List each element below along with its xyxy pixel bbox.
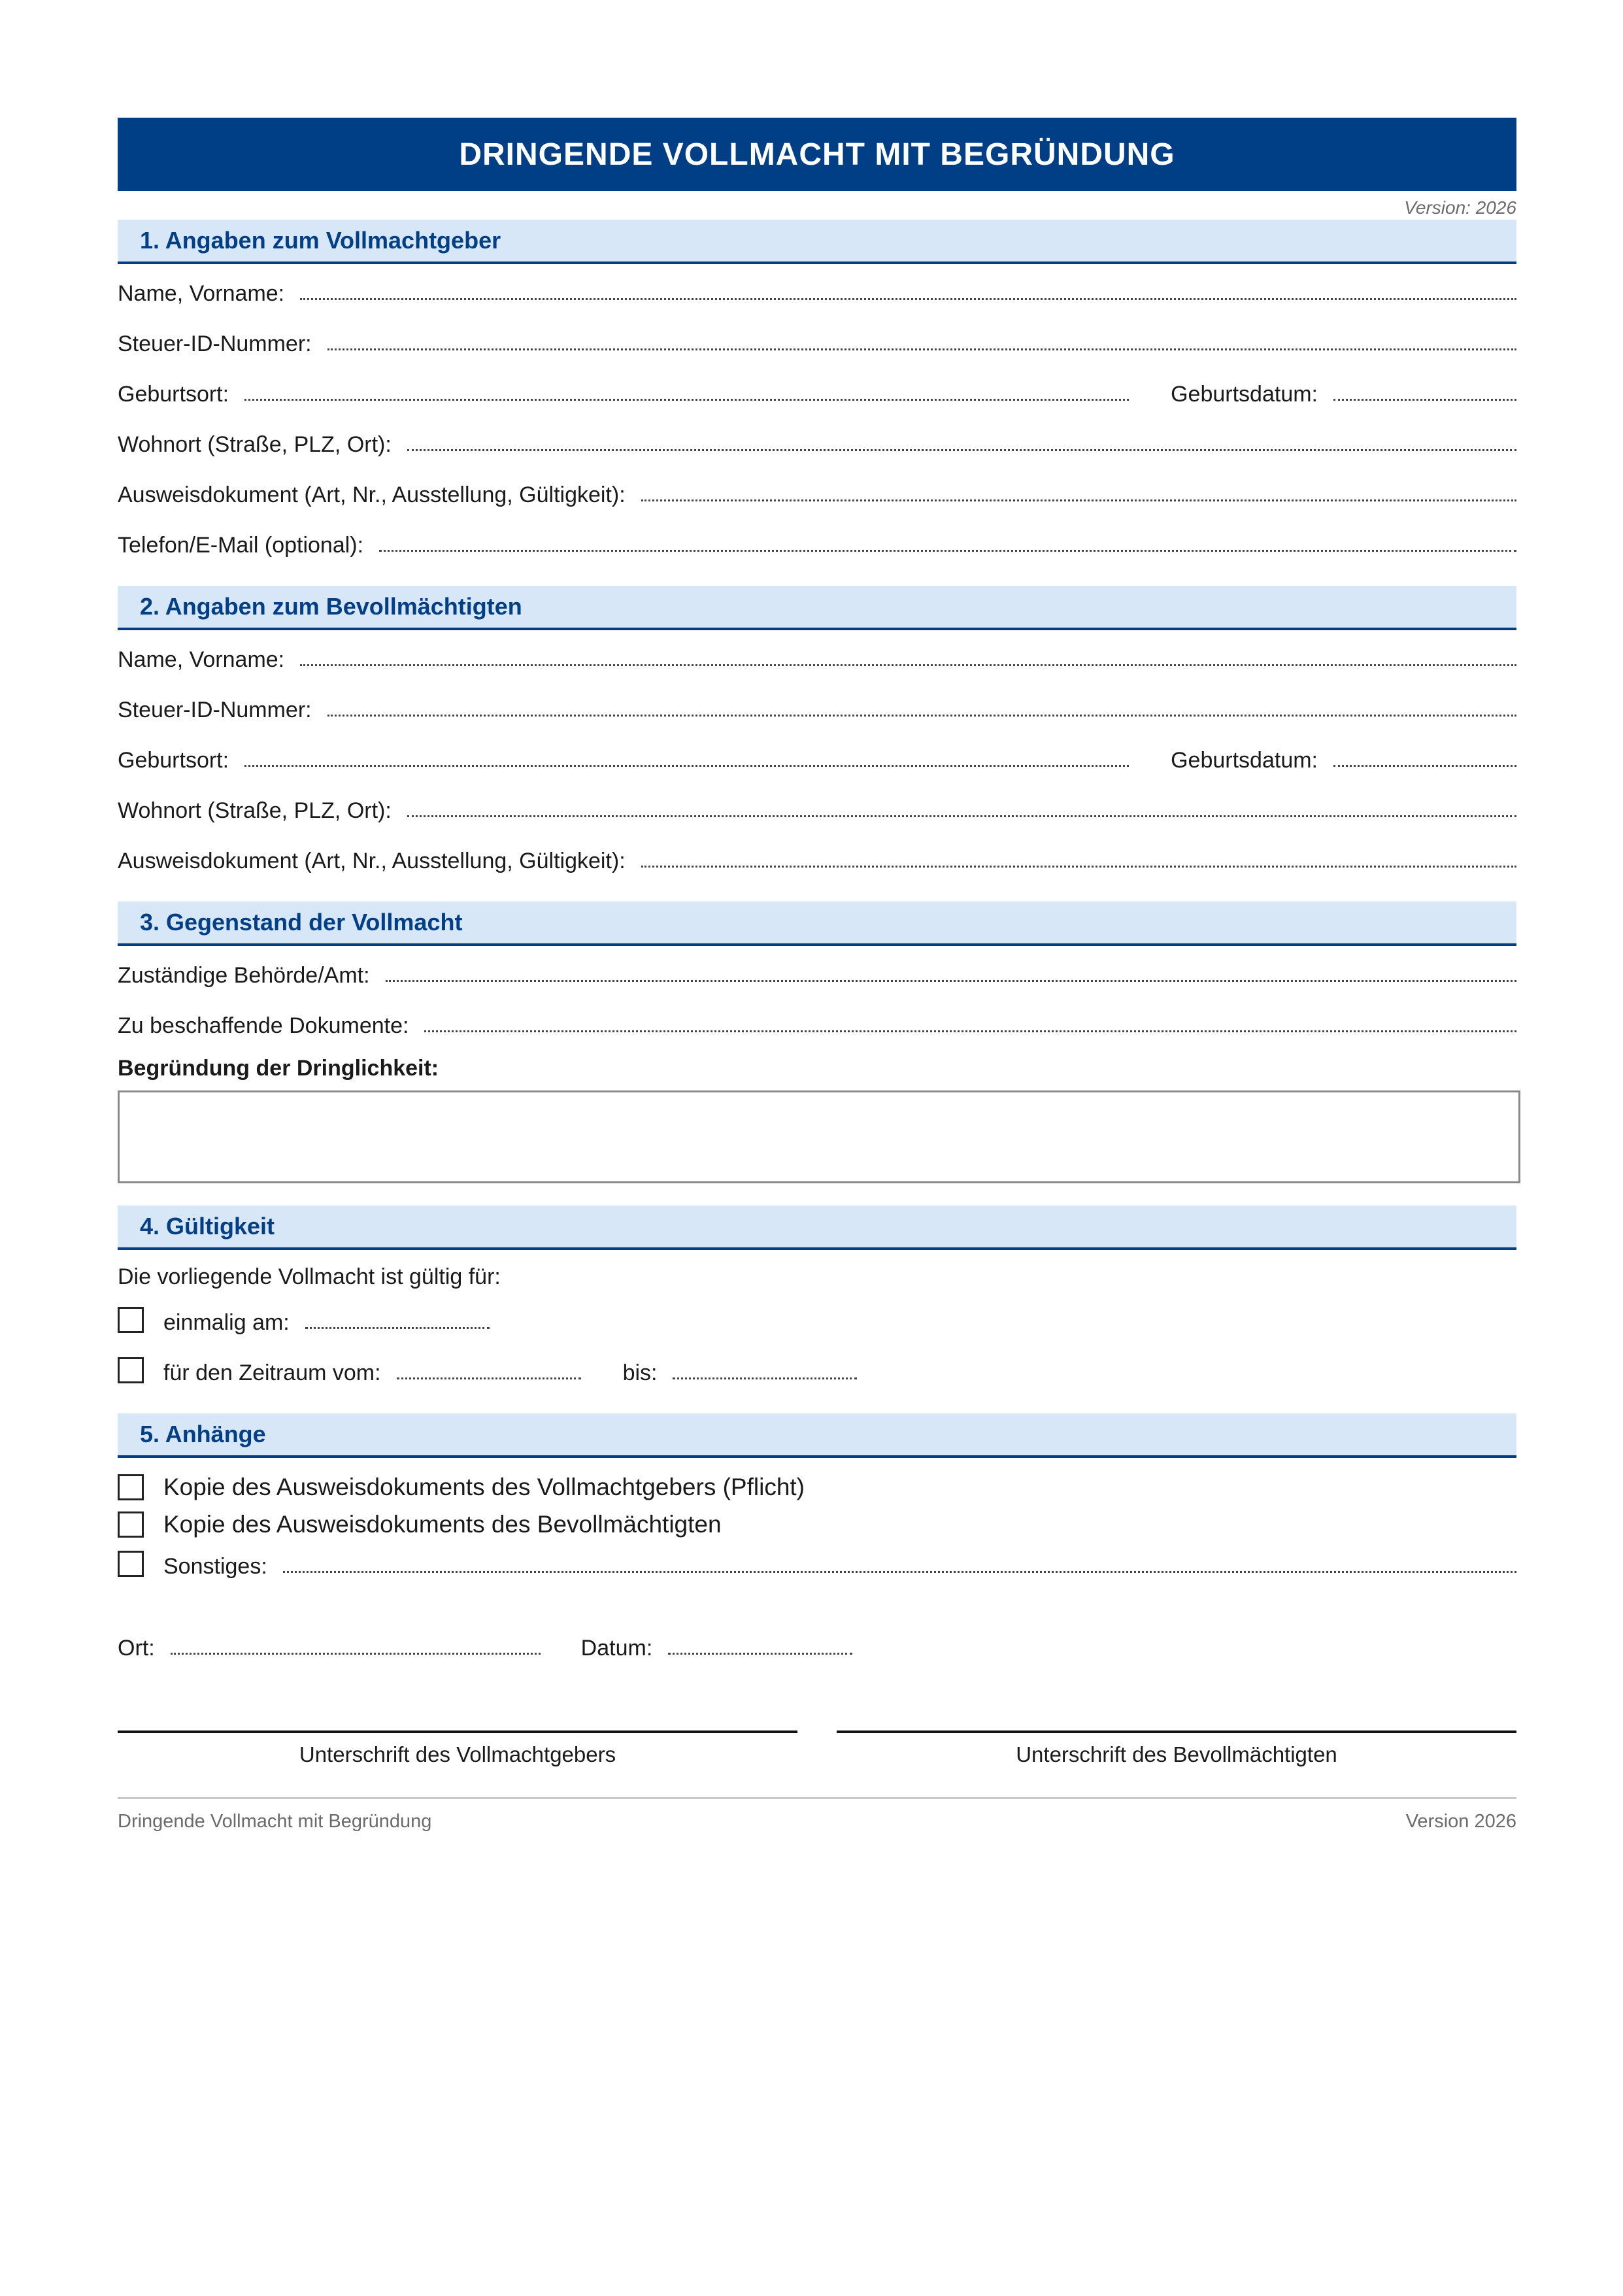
place-label: Ort: [118,1636,155,1661]
documents-field[interactable] [118,996,1516,1047]
field-label: Ausweisdokument (Art, Nr., Ausstellung, Gültigkeit): [118,849,626,873]
field-label: Geburtsort: [118,382,229,407]
signature-agent[interactable] [837,1730,1516,1767]
validity-period-to-line[interactable] [673,1377,857,1379]
agent-id-document-field[interactable] [118,832,1516,882]
documents-input-line[interactable] [424,1030,1516,1032]
agent-birth-field[interactable] [118,731,1516,781]
agent-residence-field[interactable] [118,781,1516,832]
principal-birth-field[interactable] [118,365,1516,415]
agent-tax-id-input-line[interactable] [327,714,1516,717]
attachment-other-input-line[interactable] [283,1570,1516,1573]
signature-area [118,1730,1516,1767]
attachment-label: Kopie des Ausweisdokuments des Bevollmächtigten [163,1510,722,1538]
section-heading-text: 3. Gegenstand der Vollmacht [140,909,463,936]
urgency-textbox[interactable] [118,1090,1520,1183]
section-attachments-heading [118,1413,1516,1458]
field-label: Zuständige Behörde/Amt: [118,963,370,988]
signature-principal-caption: Unterschrift des Vollmachtgebers [299,1742,616,1766]
option-label: bis: [622,1360,658,1385]
principal-id-document-input-line[interactable] [641,499,1516,501]
section-heading-text: 4. Gültigkeit [140,1213,275,1240]
validity-period-from-line[interactable] [397,1377,581,1379]
field-label: Telefon/E-Mail (optional): [118,533,364,558]
agent-residence-input-line[interactable] [407,815,1516,817]
principal-name-field[interactable] [118,264,1516,314]
field-label: Zu beschaffende Dokumente: [118,1013,409,1038]
signature-principal[interactable] [118,1730,797,1767]
principal-birthdate-input-line[interactable] [1333,398,1516,401]
field-label: Geburtsort: [118,748,229,773]
attachment-agent-id[interactable] [118,1506,1516,1543]
field-label: Name, Vorname: [118,281,285,306]
principal-contact-input-line[interactable] [379,549,1516,552]
attachment-label: Sonstiges: [163,1554,267,1579]
validity-period-option[interactable] [118,1343,1516,1394]
field-label: Wohnort (Straße, PLZ, Ort): [118,798,392,823]
place-input-line[interactable] [171,1652,541,1655]
attachment-label: Kopie des Ausweisdokuments des Vollmachtgebers (Pflicht) [163,1473,805,1500]
principal-id-document-field[interactable] [118,465,1516,516]
form-content [118,118,1516,1832]
agent-name-field[interactable] [118,630,1516,681]
section-subject-heading [118,902,1516,946]
validity-once-checkbox[interactable] [118,1307,144,1333]
signature-principal-line[interactable] [118,1730,797,1733]
section-heading-text: 1. Angaben zum Vollmachtgeber [140,227,501,254]
footer-title: Dringende Vollmacht mit Begründung [118,1811,432,1832]
date-label: Datum: [580,1636,653,1661]
option-label: für den Zeitraum vom: [163,1360,381,1385]
principal-name-input-line[interactable] [300,297,1516,300]
authority-input-line[interactable] [386,979,1516,982]
agent-birthplace-input-line[interactable] [244,764,1129,767]
validity-intro: Die vorliegende Vollmacht ist gültig für: [118,1264,501,1289]
section-heading-text: 5. Anhänge [140,1421,266,1447]
principal-birthplace-input-line[interactable] [244,398,1129,401]
option-label: einmalig am: [163,1310,290,1335]
agent-tax-id-field[interactable] [118,681,1516,731]
field-label: Name, Vorname: [118,647,285,672]
field-label: Steuer-ID-Nummer: [118,698,312,722]
principal-tax-id-field[interactable] [118,314,1516,365]
field-label: Geburtsdatum: [1171,748,1318,773]
attachment-other[interactable] [118,1543,1516,1585]
agent-name-input-line[interactable] [300,664,1516,666]
date-input-line[interactable] [668,1652,852,1655]
signature-agent-caption: Unterschrift des Bevollmächtigten [1016,1742,1337,1766]
field-label: Geburtsdatum: [1171,382,1318,407]
field-label: Ausweisdokument (Art, Nr., Ausstellung, Gültigkeit): [118,482,626,507]
attachment-other-checkbox[interactable] [118,1551,144,1577]
authority-field[interactable] [118,946,1516,996]
principal-residence-input-line[interactable] [407,448,1516,451]
version-label: Version: 2026 [1404,197,1516,218]
agent-id-document-input-line[interactable] [641,865,1516,868]
principal-residence-field[interactable] [118,415,1516,465]
field-label: Steuer-ID-Nummer: [118,331,312,356]
section-validity-heading [118,1206,1516,1250]
field-label: Wohnort (Straße, PLZ, Ort): [118,432,392,457]
section-heading-text: 2. Angaben zum Bevollmächtigten [140,593,522,620]
attachment-principal-id-checkbox[interactable] [118,1474,144,1500]
section-principal-heading [118,220,1516,264]
agent-birthdate-input-line[interactable] [1333,764,1516,767]
footer-version: Version 2026 [1405,1811,1516,1832]
place-date-row [118,1619,1516,1669]
signature-agent-line[interactable] [837,1730,1516,1733]
urgency-label: Begründung der Dringlichkeit: [118,1056,439,1081]
page-footer [118,1797,1516,1832]
page-title: DRINGENDE VOLLMACHT MIT BEGRÜNDUNG [459,137,1175,172]
validity-period-checkbox[interactable] [118,1357,144,1383]
validity-once-date-line[interactable] [305,1326,490,1329]
principal-contact-field[interactable] [118,516,1516,566]
validity-once-option[interactable] [118,1293,1516,1343]
attachment-agent-id-checkbox[interactable] [118,1511,144,1538]
title-bar [118,118,1516,191]
section-agent-heading [118,586,1516,630]
attachment-principal-id[interactable] [118,1468,1516,1506]
principal-tax-id-input-line[interactable] [327,348,1516,350]
